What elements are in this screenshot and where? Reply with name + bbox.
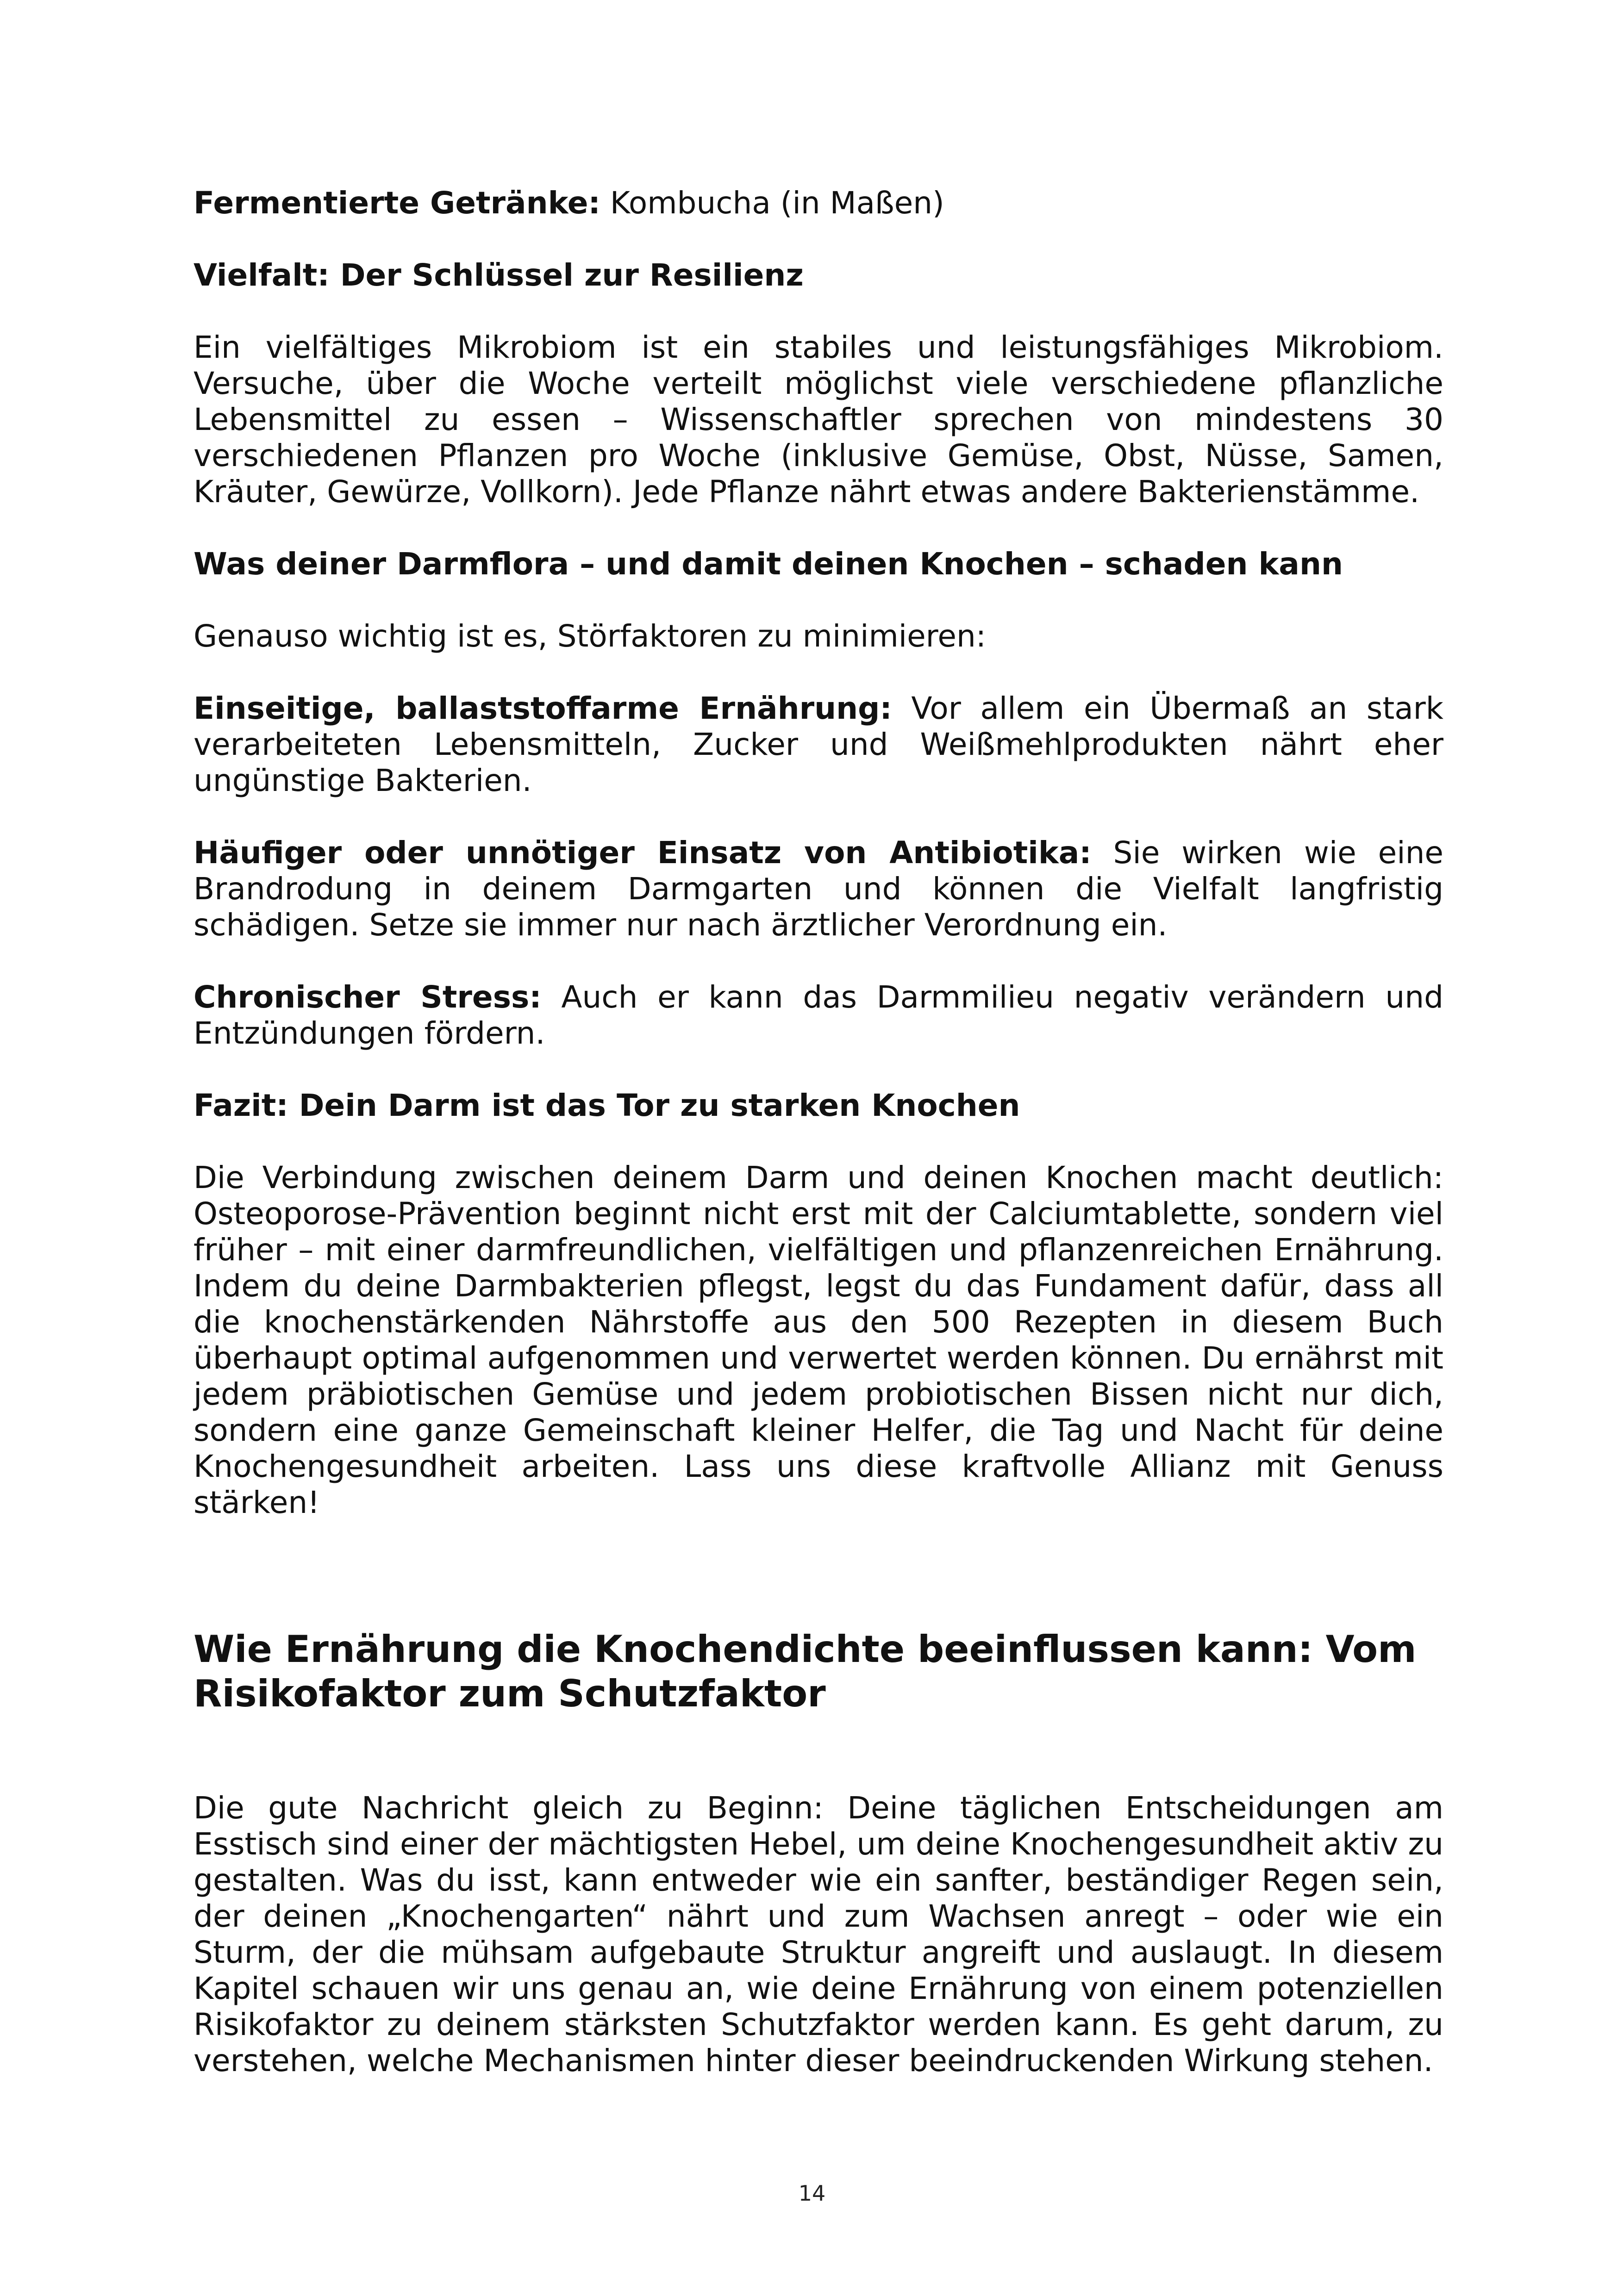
- harm-item-diet: [194, 691, 1443, 799]
- fermented-drinks-text: Kombucha (in Maßen): [600, 185, 944, 221]
- conclusion-paragraph: Die Verbindung zwischen deinem Darm und deinen Knochen macht deutlich: Osteoporose-Prävention beginnt nicht erst mit der Calciumtablette, sondern viel früher – mit einer darmfreundlichen, vielfältigen und pflanzenreichen Ernährung. Indem du deine Darmbakterien pflegst, legst du das Fundament dafür, dass all die knochenstärkenden Nährstoffe aus den 500 Rezepten in diesem Buch überhaupt optimal aufgenommen und verwertet werden können. Du ernährst mit jedem präbiotischen Gemüse und jedem probiotischen Bissen nicht nur dich, sondern eine ganze Gemeinschaft kleiner Helfer, die Tag und Nacht für deine Knochengesundheit arbeiten. Lass uns diese kraftvolle Allianz mit Genuss stärken!: [194, 1160, 1443, 1520]
- conclusion-heading: Fazit: Dein Darm ist das Tor zu starken Knochen: [194, 1088, 1020, 1123]
- harm-heading: Was deiner Darmflora – und damit deinen Knochen – schaden kann: [194, 546, 1343, 582]
- harm-item-text: Sie wirken wie eine Brandrodung in deinem Darmgarten und können die Vielfalt langfristig schädigen. Setze sie immer nur nach ärztlicher Verordnung ein.: [194, 835, 1444, 943]
- diversity-heading: Vielfalt: Der Schlüssel zur Resilienz: [194, 257, 804, 293]
- diversity-paragraph: Ein vielfältiges Mikrobiom ist ein stabiles und leistungsfähiges Mikrobiom. Versuche, über die Woche verteilt möglichst viele verschiedene pflanzliche Lebensmittel zu essen – Wissenschaftler sprechen von mindestens 30 verschiedenen Pflanzen pro Woche (inklusive Gemüse, Obst, Nüsse, Samen, Kräuter, Gewürze, Vollkorn). Jede Pflanze nährt etwas andere Bakterienstämme.: [194, 330, 1443, 510]
- harm-item-label: Häufiger oder unnötiger Einsatz von Antibiotika:: [194, 835, 1092, 871]
- chapter-intro-paragraph: Die gute Nachricht gleich zu Beginn: Deine täglichen Entscheidungen am Esstisch sind einer der mächtigsten Hebel, um deine Knochengesundheit aktiv zu gestalten. Was du isst, kann entweder wie ein sanfter, beständiger Regen sein, der deinen „Knochengarten“ nährt und zum Wachsen anregt – oder wie ein Sturm, der die mühsam aufgebaute Struktur angreift und auslaugt. In diesem Kapitel schauen wir uns genau an, wie deine Ernährung von einem potenziellen Risikofaktor zu deinem stärksten Schutzfaktor werden kann. Es geht darum, zu verstehen, welche Mechanismen hinter dieser beeindruckenden Wirkung stehen.: [194, 1790, 1443, 2078]
- fermented-drinks-paragraph: [194, 185, 1443, 221]
- harm-item-label: Chronischer Stress:: [194, 979, 542, 1015]
- page-content: [194, 185, 1443, 2079]
- harm-item-text: Auch er kann das Darmmilieu negativ verändern und Entzündungen fördern.: [194, 979, 1443, 1051]
- chapter-title: Wie Ernährung die Knochendichte beeinflussen kann: Vom Risikofaktor zum Schutzfaktor: [194, 1628, 1417, 1715]
- harm-item-text: Vor allem ein Übermaß an stark verarbeiteten Lebensmitteln, Zucker und Weißmehlprodukten nährt eher ungünstige Bakterien.: [194, 691, 1443, 798]
- harm-item-label: Einseitige, ballaststoffarme Ernährung:: [194, 691, 892, 726]
- harm-intro: Genauso wichtig ist es, Störfaktoren zu minimieren:: [194, 618, 987, 654]
- fermented-drinks-label: Fermentierte Getränke:: [194, 185, 600, 221]
- harm-item-stress: [194, 979, 1443, 1052]
- harm-item-antibiotics: [194, 835, 1443, 943]
- page-number: 14: [798, 2181, 826, 2206]
